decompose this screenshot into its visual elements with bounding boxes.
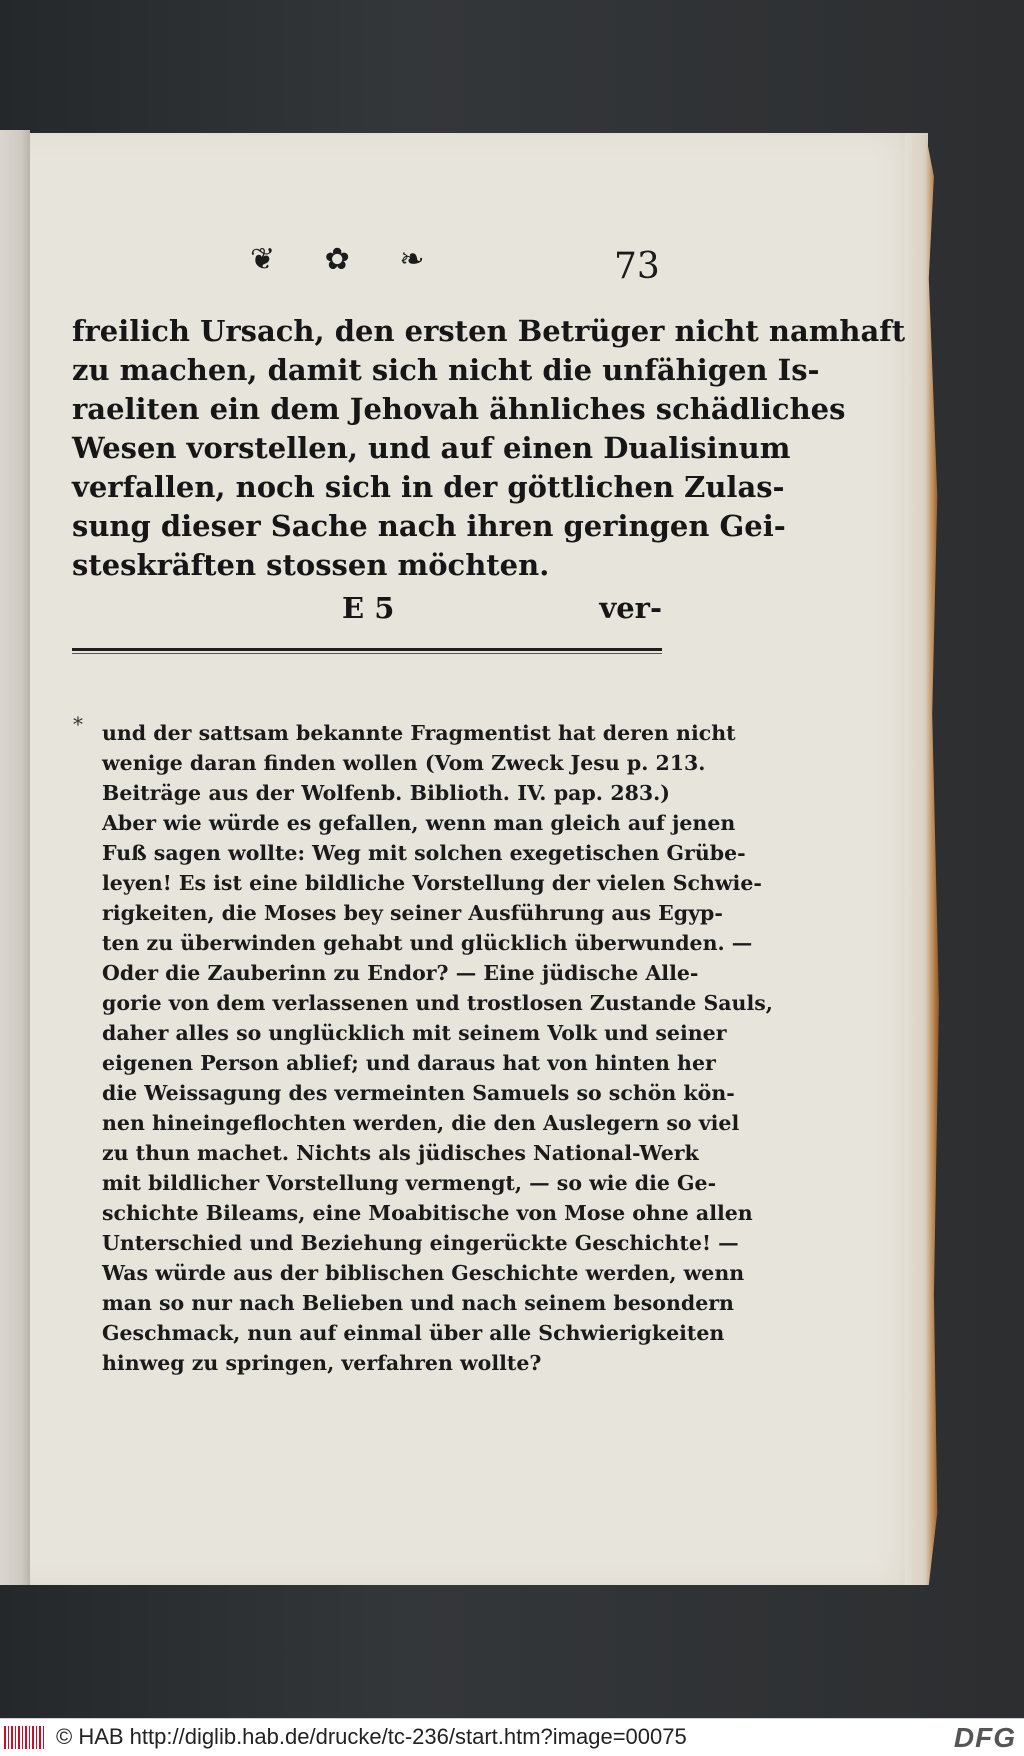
footnote-line: die Weissagung des vermeinten Samuels so schön kön-	[102, 1081, 735, 1105]
text-line: steskräften stossen möchten.	[72, 548, 550, 582]
footnote-line: man so nur nach Belieben und nach seinem besondern	[102, 1291, 734, 1315]
dfg-logo: DFG	[953, 1722, 1016, 1753]
text-line: sung dieser Sache nach ihren geringen Gei-	[72, 509, 786, 543]
footnote-line: gorie von dem verlassenen und trostlosen Zustande Sauls,	[102, 991, 773, 1015]
text-line: freilich Ursach, den ersten Betrüger nicht namhaft	[72, 314, 906, 348]
catchword: ver-	[599, 591, 662, 625]
footnote-line: eigenen Person ablief; und daraus hat von hinten her	[102, 1051, 716, 1075]
main-text	[72, 312, 906, 585]
footnote-line: Geschmack, nun auf einmal über alle Schwierigkeiten	[102, 1321, 725, 1345]
footnote-line: schichte Bileams, eine Moabitische von Mose ohne allen	[102, 1201, 753, 1225]
footnote-line: Oder die Zauberinn zu Endor? — Eine jüdische Alle-	[102, 961, 699, 985]
footnote-line: Aber wie würde es gefallen, wenn man gleich auf jenen	[102, 811, 736, 835]
footnote-line: hinweg zu springen, verfahren wollte?	[102, 1351, 542, 1375]
footnote-line: wenige daran finden wollen (Vom Zweck Jesu p. 213.	[102, 751, 706, 775]
footnote-text	[102, 718, 773, 1378]
footnote-line: Beiträge aus der Wolfenb. Biblioth. IV. pap. 283.)	[102, 781, 670, 805]
footnote-line: ten zu überwinden gehabt und glücklich überwunden. —	[102, 931, 753, 955]
barcode-icon	[4, 1726, 46, 1749]
signature-row	[72, 591, 662, 631]
header-ornament: ❦ ✿ ❧	[250, 242, 445, 277]
footnote-line: leyen! Es ist eine bildliche Vorstellung der vielen Schwie-	[102, 871, 762, 895]
text-line: zu machen, damit sich nicht die unfähigen Is-	[72, 353, 820, 387]
previous-page-edge	[0, 130, 30, 1585]
text-line: raeliten ein dem Jehovah ähnliches schädliches	[72, 392, 846, 426]
footnote-line: mit bildlicher Vorstellung vermengt, — so wie die Ge-	[102, 1171, 717, 1195]
signature-mark: E 5	[342, 591, 395, 625]
footer-credit-link[interactable]: © HAB http://diglib.hab.de/drucke/tc-236/start.htm?image=00075	[56, 1724, 687, 1749]
footnote-line: daher alles so unglücklich mit seinem Volk und seiner	[102, 1021, 727, 1045]
footer-bar	[0, 1718, 1024, 1756]
page-number: 73	[614, 246, 660, 287]
footnote-line: nen hineingeflochten werden, die den Auslegern so viel	[102, 1111, 740, 1135]
footnote-line: zu thun machet. Nichts als jüdisches National-Werk	[102, 1141, 699, 1165]
footnote-line: und der sattsam bekannte Fragmentist hat deren nicht	[102, 721, 736, 745]
footnote-divider-thin	[72, 653, 662, 654]
footnote-divider	[72, 648, 662, 651]
footnote-line: rigkeiten, die Moses bey seiner Ausführung aus Egyp-	[102, 901, 723, 925]
footnote-line: Unterschied und Beziehung eingerückte Geschichte! —	[102, 1231, 739, 1255]
text-line: Wesen vorstellen, und auf einen Dualisinum	[72, 431, 791, 465]
footnote-marker: *	[73, 712, 83, 736]
footnote-line: Was würde aus der biblischen Geschichte werden, wenn	[102, 1261, 745, 1285]
text-line: verfallen, noch sich in der göttlichen Zulas-	[72, 470, 785, 504]
footnote-line: Fuß sagen wollte: Weg mit solchen exegetischen Grübe-	[102, 841, 746, 865]
